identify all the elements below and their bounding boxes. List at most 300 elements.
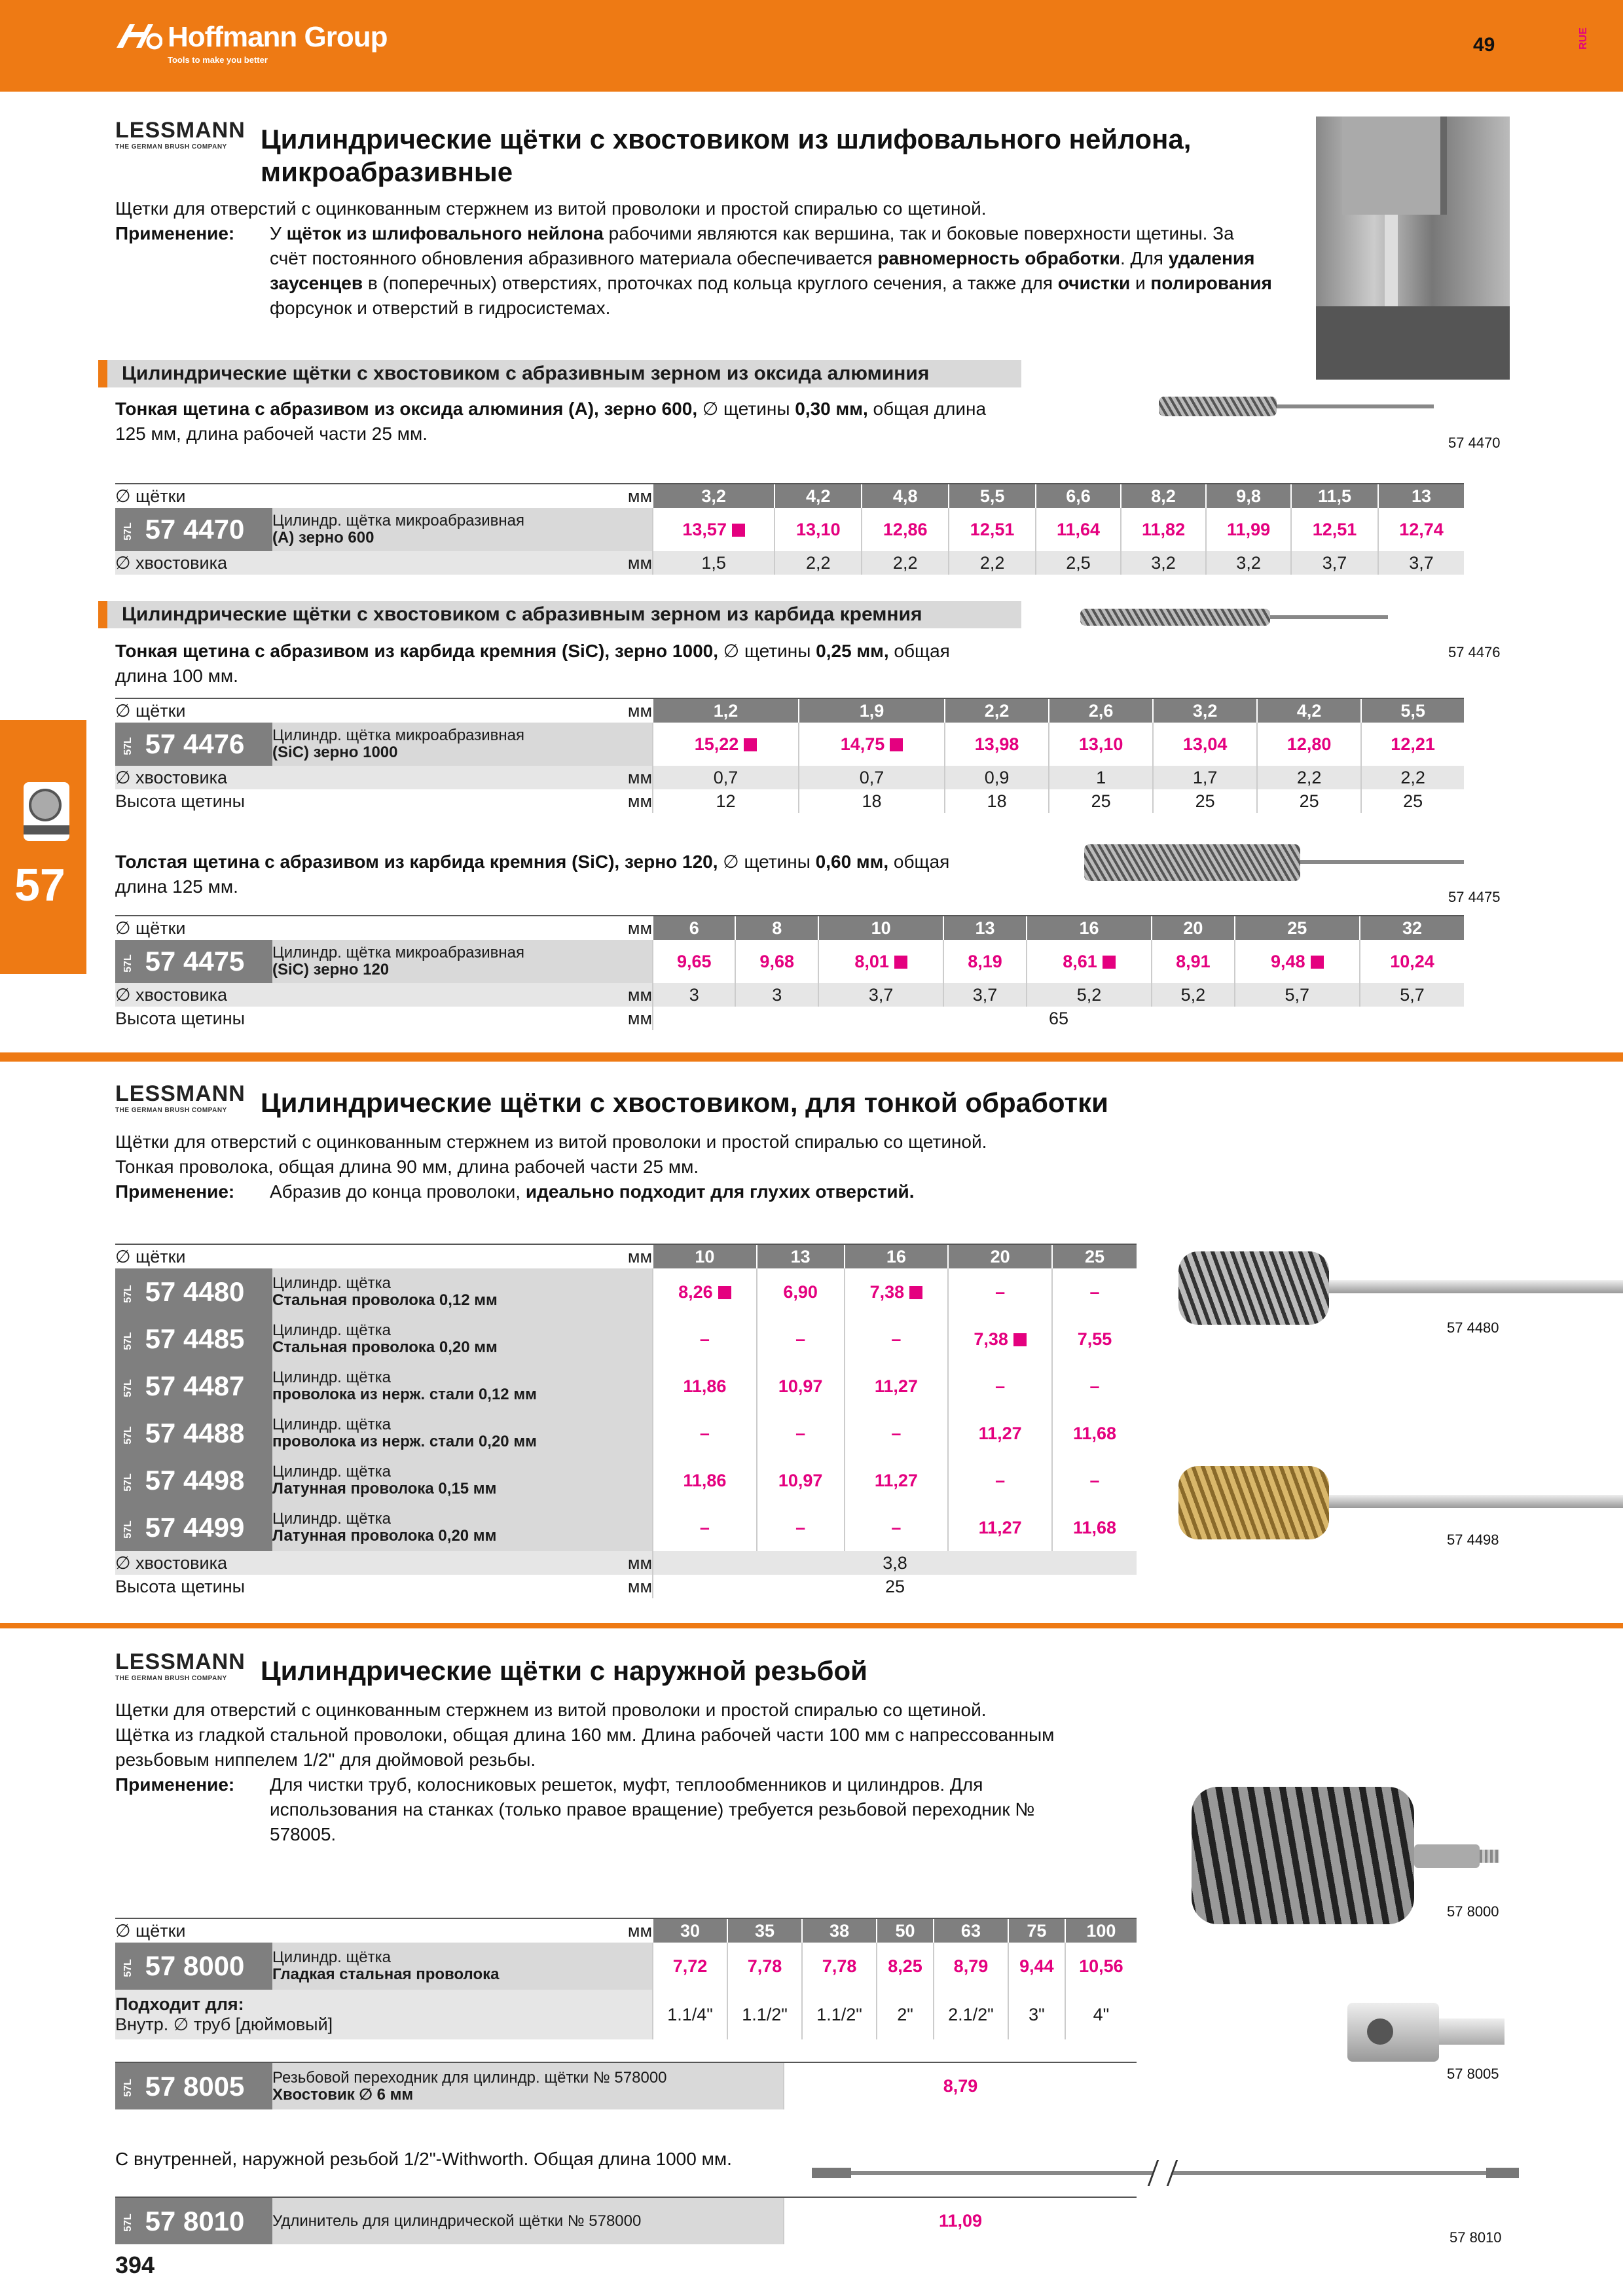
spacer [272, 766, 613, 789]
shank-value: 3,2 [1121, 551, 1206, 575]
brand-subtext: THE GERMAN BRUSH COMPANY [115, 1107, 227, 1114]
table-578000 [115, 1918, 1137, 2039]
price-cell[interactable]: – [1052, 1268, 1137, 1316]
unit: мм [627, 791, 652, 811]
application-block [115, 1772, 1195, 1847]
price-cell[interactable]: 11,68 [1052, 1504, 1137, 1551]
shank-value: 5,2 [1027, 983, 1152, 1007]
size-header: 25 [1052, 1244, 1137, 1268]
t: идеально подходит для глухих отверстий. [525, 1181, 915, 1202]
brand-text: LESSMANN [115, 1649, 246, 1674]
section2-title: Цилиндрические щётки с хвостовиком, для тонкой обработки [261, 1087, 1108, 1118]
price-cell[interactable]: 13,10 [775, 508, 862, 551]
t: (SiC) зерно 1000 [272, 744, 398, 761]
price-cell[interactable]: 11,86 [653, 1457, 757, 1504]
price-cell[interactable] [653, 508, 775, 551]
table-578005 [115, 2062, 1137, 2109]
size-header: 4,2 [775, 484, 862, 508]
t: полирования [1150, 273, 1272, 293]
t: . Для [1120, 248, 1169, 268]
price-cell[interactable] [818, 940, 943, 983]
size-header: 3,2 [653, 484, 775, 508]
image-caption: 57 4470 [1448, 435, 1501, 451]
cart-icon: 57L [122, 1426, 134, 1444]
price-cell[interactable]: 12,51 [1291, 508, 1378, 551]
cart-icon: 57L [122, 1959, 134, 1977]
size-header: 100 [1065, 1918, 1137, 1943]
spacer [272, 484, 613, 508]
unit: мм [613, 766, 653, 789]
price-cell[interactable]: 13,10 [1049, 723, 1153, 766]
t: 57 4476 [145, 728, 245, 759]
brush-image-574480 [1172, 1246, 1623, 1331]
brush-image-574475 [1084, 844, 1464, 884]
height-value: 18 [945, 789, 1049, 813]
shank-value: 0,7 [653, 766, 799, 789]
price-cell[interactable]: – [948, 1363, 1052, 1410]
spacer [272, 1918, 613, 1943]
t: длина 100 мм. [115, 666, 238, 686]
price-cell[interactable] [845, 1268, 949, 1316]
lang-code: RUE [1577, 27, 1589, 50]
t: Стальная проволока 0,12 мм [272, 1291, 498, 1309]
size-header: 75 [1008, 1918, 1065, 1943]
new-marker-icon [894, 956, 907, 969]
new-marker-icon [1103, 956, 1116, 969]
brand-subtext: THE GERMAN BRUSH COMPANY [115, 1675, 227, 1682]
t: ∅ щетины [723, 641, 816, 661]
unit: мм [613, 698, 653, 723]
price-cell[interactable]: 8,25 [877, 1943, 934, 1990]
product-desc [272, 2062, 784, 2109]
shank-value: 3 [653, 983, 735, 1007]
cart-icon: 57L [122, 2214, 134, 2233]
fit-label [115, 1990, 653, 2039]
unit: мм [613, 1918, 653, 1943]
size-header: 50 [877, 1918, 934, 1943]
page-number: 49 [1473, 34, 1495, 56]
price-cell[interactable]: 12,86 [862, 508, 949, 551]
app-line: форсунок и отверстий в гидросистемах. [270, 298, 611, 318]
shank-value: 3,8 [653, 1551, 1137, 1575]
size-header: 8 [735, 916, 818, 940]
table-574475 [115, 915, 1464, 1030]
unit: мм [627, 1576, 652, 1596]
article-number[interactable] [115, 2062, 272, 2109]
t: Латунная проволока 0,15 мм [272, 1480, 497, 1498]
section1-title [261, 123, 1191, 188]
height-value: 25 [1049, 789, 1153, 813]
price-cell[interactable] [1235, 940, 1360, 983]
t: 8,26 [678, 1282, 713, 1302]
t: 57 8005 [145, 2070, 245, 2102]
size-header: 20 [1152, 916, 1234, 940]
price-cell[interactable] [948, 1316, 1052, 1363]
price-cell[interactable]: – [845, 1316, 949, 1363]
t: общая длина [867, 399, 987, 419]
price-cell[interactable]: 7,78 [727, 1943, 802, 1990]
t: в (поперечных) отверстиях, проточках под кольца круглого сечения, а также для [363, 273, 1058, 293]
subsection1-heading: Цилиндрические щётки с хвостовиком с абразивным зерном из оксида алюминия [98, 360, 1021, 387]
subsection3-desc [115, 850, 1058, 899]
new-marker-icon [1311, 956, 1324, 969]
shank-label: ∅ хвостовика [115, 766, 272, 789]
section3-title: Цилиндрические щётки с наружной резьбой [261, 1655, 867, 1686]
t: проволока из нерж. стали 0,12 мм [272, 1386, 537, 1403]
fit-value: 2" [877, 1990, 934, 2039]
t: использования на станках (только правое вращение) требуется резьбовой переходник № [270, 1799, 1035, 1820]
t: Щётка из гладкой стальной проволоки, общая длина 160 мм. Длина рабочей части 100 мм с напрессованным [115, 1725, 1055, 1745]
price-cell[interactable]: 12,21 [1361, 723, 1464, 766]
t: 15,22 [694, 734, 739, 754]
extension-text: С внутренней, наружной резьбой 1/2"-Withworth. Общая длина 1000 мм. [115, 2149, 732, 2169]
price-cell[interactable]: 10,56 [1065, 1943, 1137, 1990]
shank-value: 1,5 [653, 551, 775, 575]
price-cell[interactable]: 11,09 [784, 2197, 1137, 2244]
t: У [270, 223, 287, 243]
cart-icon: 57L [122, 2079, 134, 2098]
shank-value: 5,7 [1360, 983, 1464, 1007]
price-cell[interactable]: 11,27 [845, 1457, 949, 1504]
price-cell[interactable]: 11,68 [1052, 1410, 1137, 1457]
article-number[interactable] [115, 1268, 272, 1316]
price-cell[interactable]: 9,65 [653, 940, 735, 983]
image-caption: 57 4476 [1448, 644, 1501, 660]
price-cell[interactable]: 8,79 [934, 1943, 1008, 1990]
shank-value: 3,7 [818, 983, 943, 1007]
price-cell[interactable] [1027, 940, 1152, 983]
image-caption: 57 4498 [1447, 1532, 1499, 1548]
t: Хвостовик ∅ 6 мм [272, 2085, 414, 2104]
unit: мм [613, 1244, 653, 1268]
t: Цилиндр. щётка микроабразивная [272, 944, 525, 961]
price-cell[interactable]: 7,72 [653, 1943, 727, 1990]
price-cell[interactable] [799, 723, 945, 766]
t: Для чистки труб, колосниковых решеток, муфт, теплообменников и цилиндров. Для [270, 1774, 983, 1795]
image-caption: 57 8005 [1447, 2066, 1499, 2082]
size-header: 2,6 [1049, 698, 1153, 723]
price-cell[interactable]: – [757, 1316, 845, 1363]
cart-icon: 57L [122, 1332, 134, 1350]
price-cell[interactable]: 7,78 [802, 1943, 877, 1990]
product-desc [272, 1504, 653, 1551]
t: рабочими являются как вершина, так и боковые поверхности щетины. За [603, 223, 1234, 243]
fit-value: 2.1/2" [934, 1990, 1008, 2039]
t: 0,60 мм, [815, 852, 889, 872]
size-header: 1,2 [653, 698, 799, 723]
price-cell[interactable]: 13,04 [1153, 723, 1257, 766]
spacer [272, 1575, 613, 1598]
product-desc [272, 1410, 653, 1457]
price-cell[interactable] [653, 723, 799, 766]
new-marker-icon [732, 524, 745, 537]
t: и [1130, 273, 1151, 293]
article-number[interactable] [115, 2197, 272, 2244]
t: 8,01 [854, 951, 889, 971]
chapter-tab [0, 720, 86, 974]
size-header: 5,5 [1361, 698, 1464, 723]
height-label: Высота щетины [115, 1576, 246, 1596]
hoffmann-logo [115, 21, 388, 65]
shank-value: 5,7 [1235, 983, 1360, 1007]
t: удаления [1168, 248, 1255, 268]
t: Цилиндр. щётка [272, 1510, 391, 1528]
cart-icon: 57L [122, 954, 134, 973]
table-574476 [115, 698, 1464, 813]
price-cell[interactable] [653, 1268, 757, 1316]
subsection1-desc [115, 397, 1058, 446]
section1-text [115, 196, 1307, 321]
price-cell[interactable]: 8,19 [943, 940, 1026, 983]
size-header: 25 [1235, 916, 1360, 940]
shank-label: ∅ хвостовика [115, 551, 272, 575]
shank-value: 0,7 [799, 766, 945, 789]
price-cell[interactable]: 8,79 [784, 2062, 1137, 2109]
t: Цилиндр. щётка микроабразивная [272, 726, 525, 744]
size-header: 10 [818, 916, 943, 940]
spacer [272, 551, 613, 575]
intro-text: Щетки для отверстий с оцинкованным стержнем из витой проволоки и простой спиралью со щетиной. [115, 198, 987, 219]
article-number[interactable] [115, 1410, 272, 1457]
article-number[interactable] [115, 1316, 272, 1363]
extension-image-578010 [812, 2160, 1539, 2186]
application-label: Применение: [115, 1774, 235, 1795]
size-header: 11,5 [1291, 484, 1378, 508]
t: 57 4485 [145, 1323, 245, 1354]
article-number[interactable] [115, 1457, 272, 1504]
height-value: 25 [1257, 789, 1361, 813]
shank-label: ∅ хвостовика [115, 983, 272, 1007]
size-header: 35 [727, 1918, 802, 1943]
size-header: 8,2 [1121, 484, 1206, 508]
title-line: Цилиндрические щётки с хвостовиком из шлифовального нейлона, [261, 124, 1192, 154]
price-cell[interactable]: 10,24 [1360, 940, 1464, 983]
price-cell[interactable]: 11,64 [1036, 508, 1121, 551]
drill-photo [1316, 117, 1510, 380]
t: Цилиндр. щётка [272, 1463, 391, 1480]
price-cell[interactable]: – [653, 1410, 757, 1457]
t: Цилиндр. щётка [272, 1416, 391, 1433]
shank-value: 0,9 [945, 766, 1049, 789]
size-label: ∅ щётки [115, 698, 272, 723]
spacer [272, 1007, 613, 1030]
price-cell[interactable]: – [948, 1268, 1052, 1316]
shank-value: 2,2 [1257, 766, 1361, 789]
brand-text: LESSMANN [115, 1081, 246, 1106]
article-number[interactable] [115, 1363, 272, 1410]
t: 578005. [270, 1824, 337, 1844]
price-cell[interactable]: – [757, 1410, 845, 1457]
t: 57 4475 [145, 946, 245, 977]
price-cell[interactable]: 11,27 [948, 1504, 1052, 1551]
t: Латунная проволока 0,20 мм [272, 1527, 497, 1545]
spacer [272, 916, 613, 940]
product-desc [272, 1268, 653, 1316]
size-header: 16 [1027, 916, 1152, 940]
image-caption: 57 4480 [1447, 1319, 1499, 1336]
lessmann-logo [115, 1081, 246, 1114]
height-label: Высота щетины [115, 1008, 246, 1028]
fit-value: 1.1/2" [727, 1990, 802, 2039]
application-label: Применение: [115, 1181, 235, 1202]
t: 57 8010 [145, 2205, 245, 2236]
price-cell[interactable]: 12,80 [1257, 723, 1361, 766]
price-cell[interactable]: 6,90 [757, 1268, 845, 1316]
table-574470 [115, 483, 1464, 575]
size-header: 38 [802, 1918, 877, 1943]
price-cell[interactable]: – [653, 1316, 757, 1363]
t: Тонкая щетина с абразивом из карбида кремния (SiC), зерно 1000, [115, 641, 723, 661]
application-label: Применение: [115, 223, 235, 243]
size-header: 2,2 [945, 698, 1049, 723]
t: 57 4470 [145, 514, 245, 545]
price-cell[interactable]: – [1052, 1363, 1137, 1410]
t: общая [888, 852, 950, 872]
t: 57 4498 [145, 1465, 245, 1496]
shank-value: 2,5 [1036, 551, 1121, 575]
spacer [272, 698, 613, 723]
article-number[interactable] [115, 1504, 272, 1551]
t: Стальная проволока 0,20 мм [272, 1338, 498, 1356]
image-caption: 57 8010 [1450, 2229, 1502, 2246]
t: Внутр. ∅ труб [дюймовый] [115, 2015, 333, 2034]
height-value: 25 [653, 1575, 1137, 1598]
lessmann-logo [115, 1649, 246, 1682]
t: 57 4487 [145, 1371, 245, 1401]
product-desc [272, 1943, 653, 1990]
price-cell[interactable]: 12,51 [949, 508, 1036, 551]
t: заусенцев [270, 273, 363, 293]
t: 9,48 [1271, 951, 1305, 971]
new-marker-icon [718, 1286, 731, 1299]
unit: мм [627, 1008, 652, 1028]
t: Гладкая стальная проволока [272, 1965, 500, 1983]
size-header: 16 [845, 1244, 949, 1268]
cart-icon: 57L [122, 1379, 134, 1397]
t: счёт постоянного обновления абразивного материала обеспечивается [270, 248, 878, 268]
t: щёток из шлифовального нейлона [286, 223, 604, 243]
t: 57 4488 [145, 1418, 245, 1448]
t: 125 мм, длина рабочей части 25 мм. [115, 423, 428, 444]
hoffmann-mark-icon [115, 22, 162, 50]
shank-value: 1 [1049, 766, 1153, 789]
t: Цилиндр. щётка [272, 1948, 391, 1966]
height-value: 18 [799, 789, 945, 813]
t: (A) зерно 600 [272, 529, 374, 547]
shank-value: 5,2 [1152, 983, 1234, 1007]
size-label: ∅ щётки [115, 484, 272, 508]
tagline: Tools to make you better [168, 55, 268, 65]
t: равномерность обработки [877, 248, 1120, 268]
shank-value: 3,7 [1378, 551, 1464, 575]
t: 7,38 [869, 1282, 905, 1302]
new-marker-icon [890, 738, 903, 751]
height-value: 25 [1361, 789, 1464, 813]
price-cell[interactable]: – [948, 1457, 1052, 1504]
price-cell[interactable]: – [1052, 1457, 1137, 1504]
t: длина 125 мм. [115, 876, 238, 897]
t: Абразив до конца проволоки, [270, 1181, 526, 1202]
t: 8,61 [1063, 951, 1097, 971]
price-cell[interactable]: 9,68 [735, 940, 818, 983]
article-number[interactable] [115, 508, 272, 551]
price-cell[interactable]: 11,86 [653, 1363, 757, 1410]
product-desc [272, 1363, 653, 1410]
unit: мм [613, 551, 653, 575]
article-number[interactable] [115, 940, 272, 983]
price-cell[interactable]: – [757, 1504, 845, 1551]
price-cell[interactable]: 11,99 [1206, 508, 1291, 551]
price-cell[interactable]: 10,97 [757, 1363, 845, 1410]
shank-value: 3,7 [1291, 551, 1378, 575]
shank-label: ∅ хвостовика [115, 1551, 272, 1575]
t: общая [888, 641, 950, 661]
article-number[interactable] [115, 723, 272, 766]
size-header: 1,9 [799, 698, 945, 723]
price-cell[interactable]: 12,74 [1378, 508, 1464, 551]
brand-subtext: THE GERMAN BRUSH COMPANY [115, 143, 227, 151]
shank-value: 3,2 [1206, 551, 1291, 575]
price-cell[interactable]: 7,55 [1052, 1316, 1137, 1363]
size-header: 6 [653, 916, 735, 940]
size-label: ∅ щётки [115, 1918, 272, 1943]
subsection2-desc [115, 639, 1058, 689]
size-header: 13 [943, 916, 1026, 940]
t: Тонкая щетина с абразивом из оксида алюминия (A), зерно 600, [115, 399, 702, 419]
shank-value: 1,7 [1153, 766, 1257, 789]
subsection2-heading: Цилиндрические щётки с хвостовиком с абразивным зерном из карбида кремния [98, 601, 1021, 628]
lessmann-logo [115, 118, 246, 151]
price-cell[interactable]: – [845, 1410, 949, 1457]
price-cell[interactable]: 13,98 [945, 723, 1049, 766]
size-header: 32 [1360, 916, 1464, 940]
size-header: 6,6 [1036, 484, 1121, 508]
product-desc [272, 940, 653, 983]
new-marker-icon [744, 738, 757, 751]
section-divider [0, 1052, 1623, 1062]
t: очистки [1057, 273, 1131, 293]
t: 57 4480 [145, 1276, 245, 1307]
article-number[interactable] [115, 1943, 272, 1990]
brush-image-574470 [1159, 397, 1434, 416]
size-header: 10 [653, 1244, 757, 1268]
size-header: 13 [1378, 484, 1464, 508]
t: ∅ щетины [702, 399, 795, 419]
height-value: 65 [653, 1007, 1464, 1030]
price-cell[interactable]: 9,44 [1008, 1943, 1065, 1990]
price-cell[interactable]: 8,91 [1152, 940, 1234, 983]
t: резьбовым ниппелем 1/2" для дюймовой резьбы. [115, 1749, 536, 1770]
grinding-disc-icon [24, 782, 69, 841]
price-cell[interactable]: 11,82 [1121, 508, 1206, 551]
price-cell[interactable]: – [653, 1504, 757, 1551]
t: 13,57 [682, 519, 727, 539]
product-desc [272, 508, 653, 551]
price-cell[interactable]: – [845, 1504, 949, 1551]
height-value: 25 [1153, 789, 1257, 813]
price-cell[interactable]: 11,27 [948, 1410, 1052, 1457]
brush-image-574498 [1172, 1461, 1623, 1546]
t: Щетки для отверстий с оцинкованным стержнем из витой проволоки и простой спиралью со щетиной. [115, 1700, 987, 1720]
spacer [272, 789, 613, 813]
price-cell[interactable]: 10,97 [757, 1457, 845, 1504]
unit: мм [613, 983, 653, 1007]
price-cell[interactable]: 11,27 [845, 1363, 949, 1410]
unit: мм [613, 1551, 653, 1575]
cart-icon: 57L [122, 1520, 134, 1539]
section-divider [0, 1623, 1623, 1628]
spacer [272, 983, 613, 1007]
